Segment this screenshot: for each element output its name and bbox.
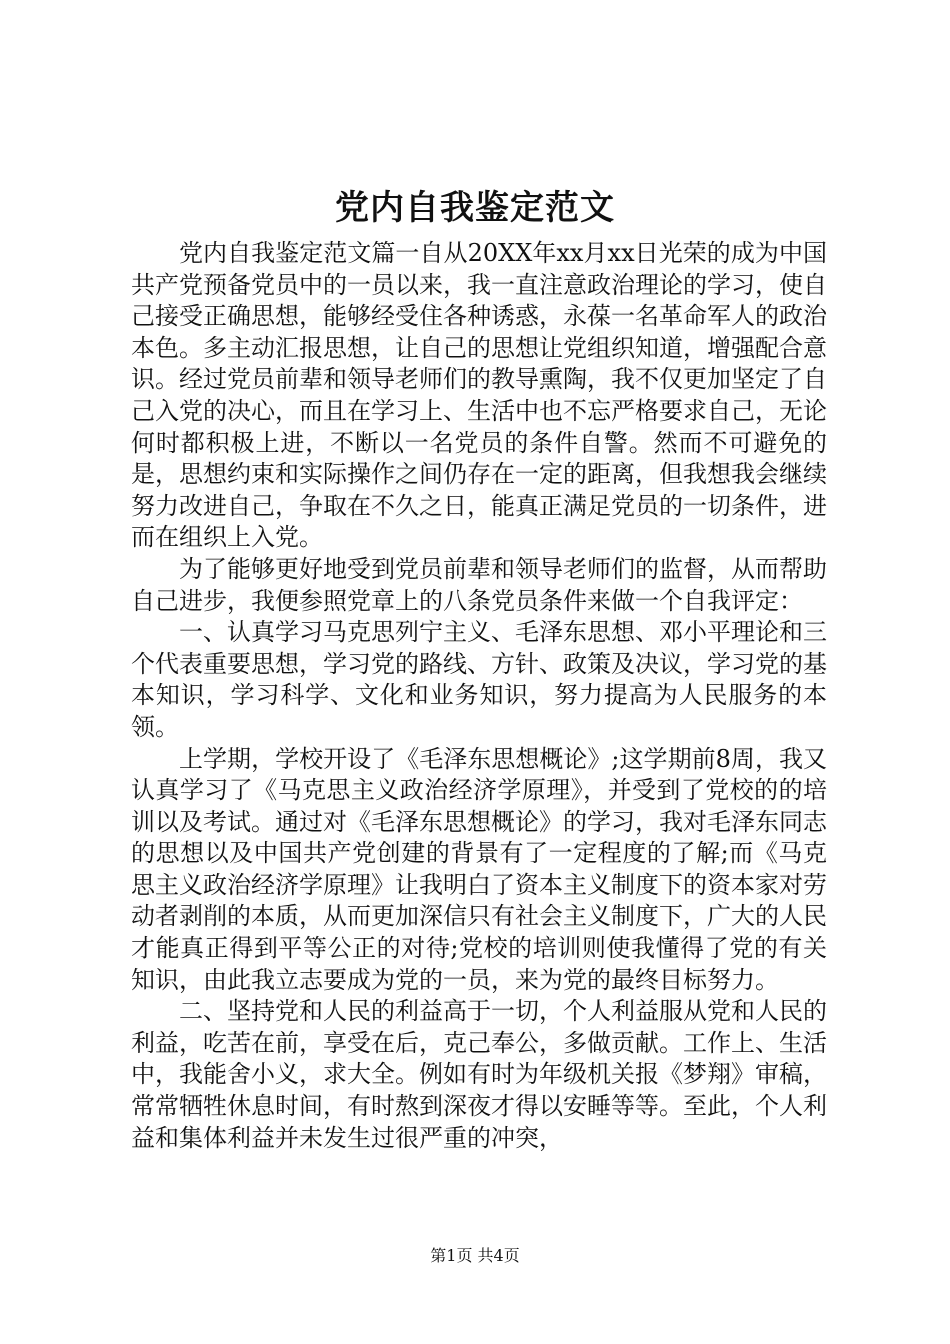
document-title: 党内自我鉴定范文 xyxy=(335,188,615,228)
paragraph-1: 党内自我鉴定范文篇一自从20XX年xx月xx日光荣的成为中国共产党预备党员中的一员以来，我一直注意政治理论的学习，使自己接受正确思想，能够经受住各种诱惑，永葆一名革命军人的政治本色。多主动汇报思想，让自己的思想让党组织知道，增强配合意识。经过党员前辈和领导老师们的教导熏陶，我不仅更加坚定了自己入党的决心，而且在学习上、生活中也不忘严格要求自己，无论何时都积极上进，不断以一名党员的条件自警。然而不可避免的是，思想约束和实际操作之间仍存在一定的距离，但我想我会继续努力改进自己，争取在不久之日，能真正满足党员的一切条件，进而在组织上入党。 xyxy=(131,239,827,552)
paragraph-2: 为了能够更好地受到党员前辈和领导老师们的监督，从而帮助自己进步，我便参照党章上的八条党员条件来做一个自我评定： xyxy=(131,554,827,615)
document-body xyxy=(131,238,827,1154)
paragraph-3: 一、认真学习马克思列宁主义、毛泽东思想、邓小平理论和三个代表重要思想，学习党的路线、方针、政策及决议，学习党的基本知识，学习科学、文化和业务知识，努力提高为人民服务的本领。 xyxy=(131,618,827,741)
paragraph-4: 上学期，学校开设了《毛泽东思想概论》;这学期前8周，我又认真学习了《马克思主义政治经济学原理》，并受到了党校的的培训以及考试。通过对《毛泽东思想概论》的学习，我对毛泽东同志的思想以及中国共产党创建的背景有了一定程度的了解;而《马克思主义政治经济学原理》让我明白了资本主义制度下的资本家对劳动者剥削的本质，从而更加深信只有社会主义制度下，广大的人民才能真正得到平等公正的对待;党校的培训则使我懂得了党的有关知识，由此我立志要成为党的一员，来为党的最终目标努力。 xyxy=(131,744,827,994)
paragraph-5: 二、坚持党和人民的利益高于一切，个人利益服从党和人民的利益，吃苦在前，享受在后，克己奉公，多做贡献。工作上、生活中，我能舍小义，求大全。例如有时为年级机关报《梦翔》审稿，常常牺牲休息时间，有时熬到深夜才得以安睡等等。至此，个人利益和集体利益并未发生过很严重的冲突， xyxy=(131,997,827,1152)
page-footer: 第1页 共4页 xyxy=(430,1246,520,1265)
